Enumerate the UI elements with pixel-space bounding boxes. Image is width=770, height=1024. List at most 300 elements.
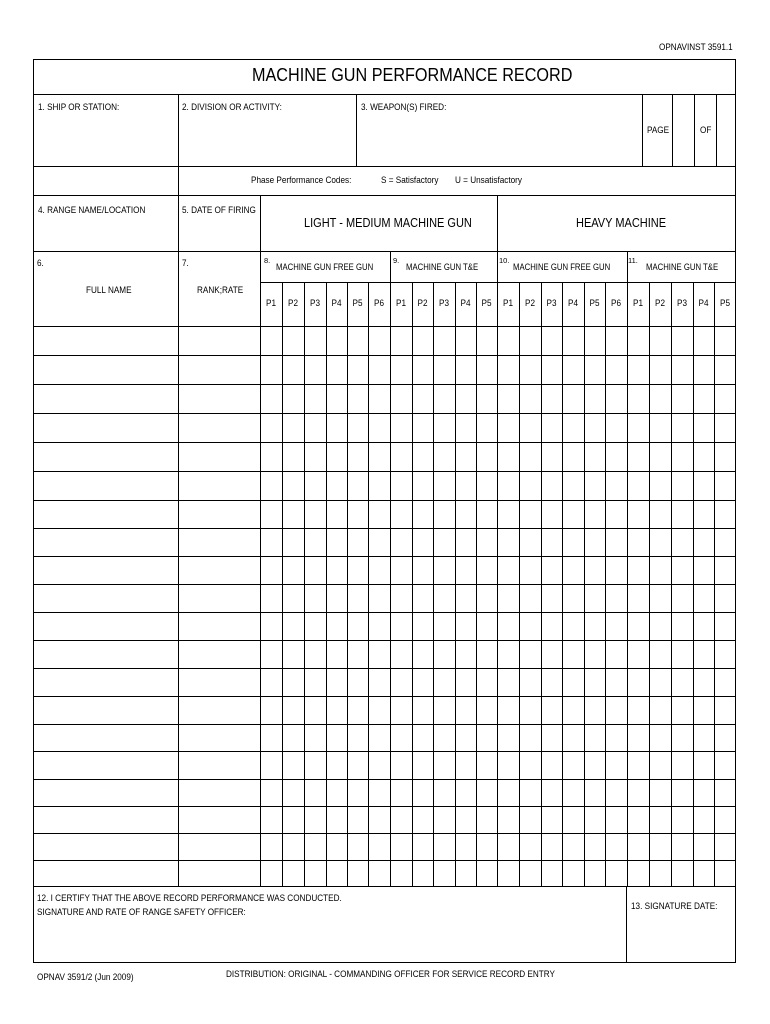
phase-result-cell[interactable] <box>369 834 390 860</box>
phase-result-cell[interactable] <box>542 725 562 751</box>
phase-result-cell[interactable] <box>628 834 649 860</box>
phase-result-cell[interactable] <box>305 501 326 528</box>
phase-result-cell[interactable] <box>261 327 282 355</box>
phase-result-cell[interactable] <box>606 697 627 724</box>
phase-result-cell[interactable] <box>628 472 649 500</box>
phase-result-cell[interactable] <box>369 641 390 668</box>
full-name-cell[interactable] <box>34 613 178 640</box>
phase-result-cell[interactable] <box>694 472 714 500</box>
phase-result-cell[interactable] <box>585 443 605 471</box>
phase-result-cell[interactable] <box>606 669 627 696</box>
phase-result-cell[interactable] <box>434 501 455 528</box>
phase-result-cell[interactable] <box>563 501 584 528</box>
phase-result-cell[interactable] <box>715 557 736 584</box>
phase-result-cell[interactable] <box>672 327 693 355</box>
phase-result-cell[interactable] <box>715 669 736 696</box>
phase-result-cell[interactable] <box>606 585 627 612</box>
phase-result-cell[interactable] <box>606 385 627 413</box>
phase-result-cell[interactable] <box>413 501 433 528</box>
phase-result-cell[interactable] <box>456 385 476 413</box>
phase-result-cell[interactable] <box>369 752 390 779</box>
phase-result-cell[interactable] <box>283 752 304 779</box>
phase-result-cell[interactable] <box>606 356 627 384</box>
phase-result-cell[interactable] <box>520 327 541 355</box>
phase-result-cell[interactable] <box>542 557 562 584</box>
phase-result-cell[interactable] <box>650 780 671 806</box>
phase-result-cell[interactable] <box>456 356 476 384</box>
phase-result-cell[interactable] <box>563 414 584 442</box>
phase-result-cell[interactable] <box>694 669 714 696</box>
phase-result-cell[interactable] <box>327 669 347 696</box>
phase-result-cell[interactable] <box>391 414 412 442</box>
rank-rate-cell[interactable] <box>179 327 260 355</box>
phase-result-cell[interactable] <box>585 414 605 442</box>
phase-result-cell[interactable] <box>520 861 541 886</box>
phase-result-cell[interactable] <box>456 557 476 584</box>
phase-result-cell[interactable] <box>672 669 693 696</box>
rank-rate-cell[interactable] <box>179 834 260 860</box>
phase-result-cell[interactable] <box>348 529 368 556</box>
phase-result-cell[interactable] <box>650 529 671 556</box>
phase-result-cell[interactable] <box>348 641 368 668</box>
phase-result-cell[interactable] <box>520 807 541 833</box>
phase-result-cell[interactable] <box>563 861 584 886</box>
phase-result-cell[interactable] <box>498 861 519 886</box>
phase-result-cell[interactable] <box>327 807 347 833</box>
phase-result-cell[interactable] <box>261 669 282 696</box>
phase-result-cell[interactable] <box>434 385 455 413</box>
phase-result-cell[interactable] <box>261 780 282 806</box>
phase-result-cell[interactable] <box>585 834 605 860</box>
phase-result-cell[interactable] <box>283 414 304 442</box>
ship-or-station-field[interactable] <box>34 95 178 166</box>
phase-result-cell[interactable] <box>434 780 455 806</box>
phase-result-cell[interactable] <box>606 807 627 833</box>
phase-result-cell[interactable] <box>563 752 584 779</box>
phase-result-cell[interactable] <box>434 752 455 779</box>
phase-result-cell[interactable] <box>520 385 541 413</box>
rank-rate-cell[interactable] <box>179 585 260 612</box>
phase-result-cell[interactable] <box>585 529 605 556</box>
phase-result-cell[interactable] <box>585 385 605 413</box>
phase-result-cell[interactable] <box>715 641 736 668</box>
phase-result-cell[interactable] <box>585 752 605 779</box>
phase-result-cell[interactable] <box>369 585 390 612</box>
phase-result-cell[interactable] <box>542 807 562 833</box>
phase-result-cell[interactable] <box>498 669 519 696</box>
phase-result-cell[interactable] <box>434 557 455 584</box>
phase-result-cell[interactable] <box>606 752 627 779</box>
phase-result-cell[interactable] <box>542 669 562 696</box>
phase-result-cell[interactable] <box>715 501 736 528</box>
phase-result-cell[interactable] <box>585 472 605 500</box>
weapons-fired-field[interactable] <box>357 95 642 166</box>
phase-result-cell[interactable] <box>520 613 541 640</box>
phase-result-cell[interactable] <box>498 414 519 442</box>
phase-result-cell[interactable] <box>348 385 368 413</box>
phase-result-cell[interactable] <box>261 472 282 500</box>
phase-result-cell[interactable] <box>261 501 282 528</box>
phase-result-cell[interactable] <box>434 327 455 355</box>
phase-result-cell[interactable] <box>477 557 497 584</box>
phase-result-cell[interactable] <box>283 385 304 413</box>
phase-result-cell[interactable] <box>477 385 497 413</box>
phase-result-cell[interactable] <box>715 385 736 413</box>
phase-result-cell[interactable] <box>327 443 347 471</box>
full-name-cell[interactable] <box>34 697 178 724</box>
phase-result-cell[interactable] <box>628 443 649 471</box>
phase-result-cell[interactable] <box>456 752 476 779</box>
phase-result-cell[interactable] <box>369 443 390 471</box>
phase-result-cell[interactable] <box>413 557 433 584</box>
phase-result-cell[interactable] <box>542 641 562 668</box>
phase-result-cell[interactable] <box>305 585 326 612</box>
phase-result-cell[interactable] <box>327 501 347 528</box>
phase-result-cell[interactable] <box>585 613 605 640</box>
phase-result-cell[interactable] <box>563 780 584 806</box>
phase-result-cell[interactable] <box>369 669 390 696</box>
phase-result-cell[interactable] <box>413 807 433 833</box>
phase-result-cell[interactable] <box>715 752 736 779</box>
phase-result-cell[interactable] <box>498 834 519 860</box>
phase-result-cell[interactable] <box>477 697 497 724</box>
phase-result-cell[interactable] <box>585 501 605 528</box>
phase-result-cell[interactable] <box>456 697 476 724</box>
phase-result-cell[interactable] <box>694 443 714 471</box>
date-of-firing-field[interactable] <box>179 196 260 251</box>
phase-result-cell[interactable] <box>477 414 497 442</box>
phase-result-cell[interactable] <box>477 641 497 668</box>
phase-result-cell[interactable] <box>715 356 736 384</box>
phase-result-cell[interactable] <box>456 414 476 442</box>
phase-result-cell[interactable] <box>672 529 693 556</box>
phase-result-cell[interactable] <box>628 327 649 355</box>
phase-result-cell[interactable] <box>520 697 541 724</box>
phase-result-cell[interactable] <box>348 834 368 860</box>
phase-result-cell[interactable] <box>694 780 714 806</box>
phase-result-cell[interactable] <box>434 443 455 471</box>
phase-result-cell[interactable] <box>369 780 390 806</box>
phase-result-cell[interactable] <box>585 697 605 724</box>
phase-result-cell[interactable] <box>563 669 584 696</box>
phase-result-cell[interactable] <box>283 861 304 886</box>
phase-result-cell[interactable] <box>391 669 412 696</box>
phase-result-cell[interactable] <box>694 641 714 668</box>
phase-result-cell[interactable] <box>628 501 649 528</box>
phase-result-cell[interactable] <box>542 613 562 640</box>
phase-result-cell[interactable] <box>520 443 541 471</box>
phase-result-cell[interactable] <box>456 613 476 640</box>
phase-result-cell[interactable] <box>628 385 649 413</box>
full-name-cell[interactable] <box>34 529 178 556</box>
phase-result-cell[interactable] <box>283 697 304 724</box>
phase-result-cell[interactable] <box>628 356 649 384</box>
full-name-cell[interactable] <box>34 585 178 612</box>
phase-result-cell[interactable] <box>606 557 627 584</box>
phase-result-cell[interactable] <box>348 414 368 442</box>
rank-rate-cell[interactable] <box>179 807 260 833</box>
phase-result-cell[interactable] <box>563 472 584 500</box>
phase-result-cell[interactable] <box>585 807 605 833</box>
phase-result-cell[interactable] <box>650 861 671 886</box>
full-name-cell[interactable] <box>34 327 178 355</box>
phase-result-cell[interactable] <box>434 861 455 886</box>
phase-result-cell[interactable] <box>672 443 693 471</box>
phase-result-cell[interactable] <box>261 385 282 413</box>
phase-result-cell[interactable] <box>348 501 368 528</box>
phase-result-cell[interactable] <box>327 356 347 384</box>
phase-result-cell[interactable] <box>456 780 476 806</box>
phase-result-cell[interactable] <box>650 613 671 640</box>
phase-result-cell[interactable] <box>606 780 627 806</box>
phase-result-cell[interactable] <box>628 557 649 584</box>
phase-result-cell[interactable] <box>327 529 347 556</box>
phase-result-cell[interactable] <box>715 613 736 640</box>
phase-result-cell[interactable] <box>542 443 562 471</box>
phase-result-cell[interactable] <box>650 669 671 696</box>
phase-result-cell[interactable] <box>477 834 497 860</box>
phase-result-cell[interactable] <box>369 327 390 355</box>
phase-result-cell[interactable] <box>520 641 541 668</box>
phase-result-cell[interactable] <box>434 697 455 724</box>
phase-result-cell[interactable] <box>498 557 519 584</box>
phase-result-cell[interactable] <box>391 501 412 528</box>
phase-result-cell[interactable] <box>434 834 455 860</box>
phase-result-cell[interactable] <box>283 557 304 584</box>
phase-result-cell[interactable] <box>606 834 627 860</box>
phase-result-cell[interactable] <box>542 834 562 860</box>
phase-result-cell[interactable] <box>542 472 562 500</box>
phase-result-cell[interactable] <box>261 725 282 751</box>
phase-result-cell[interactable] <box>520 472 541 500</box>
phase-result-cell[interactable] <box>327 834 347 860</box>
phase-result-cell[interactable] <box>650 697 671 724</box>
phase-result-cell[interactable] <box>585 641 605 668</box>
rank-rate-cell[interactable] <box>179 443 260 471</box>
phase-result-cell[interactable] <box>305 557 326 584</box>
phase-result-cell[interactable] <box>283 780 304 806</box>
phase-result-cell[interactable] <box>650 443 671 471</box>
phase-result-cell[interactable] <box>413 472 433 500</box>
phase-result-cell[interactable] <box>369 356 390 384</box>
phase-result-cell[interactable] <box>650 834 671 860</box>
signature-date-field[interactable] <box>627 887 736 963</box>
phase-result-cell[interactable] <box>498 641 519 668</box>
phase-result-cell[interactable] <box>413 613 433 640</box>
full-name-cell[interactable] <box>34 725 178 751</box>
phase-result-cell[interactable] <box>694 529 714 556</box>
phase-result-cell[interactable] <box>369 414 390 442</box>
full-name-cell[interactable] <box>34 385 178 413</box>
phase-result-cell[interactable] <box>520 752 541 779</box>
phase-result-cell[interactable] <box>542 501 562 528</box>
phase-result-cell[interactable] <box>413 697 433 724</box>
phase-result-cell[interactable] <box>369 697 390 724</box>
phase-result-cell[interactable] <box>628 414 649 442</box>
phase-result-cell[interactable] <box>628 641 649 668</box>
phase-result-cell[interactable] <box>715 414 736 442</box>
phase-result-cell[interactable] <box>477 613 497 640</box>
phase-result-cell[interactable] <box>650 585 671 612</box>
phase-result-cell[interactable] <box>327 585 347 612</box>
phase-result-cell[interactable] <box>520 356 541 384</box>
full-name-cell[interactable] <box>34 780 178 806</box>
phase-result-cell[interactable] <box>456 585 476 612</box>
phase-result-cell[interactable] <box>283 327 304 355</box>
phase-result-cell[interactable] <box>498 807 519 833</box>
phase-result-cell[interactable] <box>327 641 347 668</box>
full-name-cell[interactable] <box>34 501 178 528</box>
phase-result-cell[interactable] <box>520 557 541 584</box>
phase-result-cell[interactable] <box>650 725 671 751</box>
phase-result-cell[interactable] <box>369 613 390 640</box>
phase-result-cell[interactable] <box>498 327 519 355</box>
phase-result-cell[interactable] <box>477 669 497 696</box>
phase-result-cell[interactable] <box>369 861 390 886</box>
phase-result-cell[interactable] <box>542 697 562 724</box>
phase-result-cell[interactable] <box>391 327 412 355</box>
phase-result-cell[interactable] <box>283 356 304 384</box>
phase-result-cell[interactable] <box>391 585 412 612</box>
phase-result-cell[interactable] <box>261 356 282 384</box>
full-name-cell[interactable] <box>34 861 178 886</box>
rank-rate-cell[interactable] <box>179 861 260 886</box>
phase-result-cell[interactable] <box>563 697 584 724</box>
phase-result-cell[interactable] <box>563 807 584 833</box>
phase-result-cell[interactable] <box>498 443 519 471</box>
phase-result-cell[interactable] <box>694 327 714 355</box>
page-number-field[interactable] <box>673 95 694 166</box>
rank-rate-cell[interactable] <box>179 501 260 528</box>
phase-result-cell[interactable] <box>327 385 347 413</box>
phase-result-cell[interactable] <box>650 327 671 355</box>
phase-result-cell[interactable] <box>327 752 347 779</box>
signature-field[interactable] <box>34 920 626 962</box>
phase-result-cell[interactable] <box>606 501 627 528</box>
phase-result-cell[interactable] <box>520 501 541 528</box>
phase-result-cell[interactable] <box>434 414 455 442</box>
full-name-cell[interactable] <box>34 443 178 471</box>
phase-result-cell[interactable] <box>456 327 476 355</box>
phase-result-cell[interactable] <box>456 834 476 860</box>
phase-result-cell[interactable] <box>348 557 368 584</box>
phase-result-cell[interactable] <box>715 807 736 833</box>
full-name-cell[interactable] <box>34 669 178 696</box>
phase-result-cell[interactable] <box>391 529 412 556</box>
phase-result-cell[interactable] <box>498 385 519 413</box>
phase-result-cell[interactable] <box>520 529 541 556</box>
phase-result-cell[interactable] <box>413 585 433 612</box>
phase-result-cell[interactable] <box>369 529 390 556</box>
phase-result-cell[interactable] <box>456 529 476 556</box>
phase-result-cell[interactable] <box>585 780 605 806</box>
phase-result-cell[interactable] <box>672 472 693 500</box>
phase-result-cell[interactable] <box>563 613 584 640</box>
phase-result-cell[interactable] <box>628 529 649 556</box>
full-name-cell[interactable] <box>34 834 178 860</box>
phase-result-cell[interactable] <box>520 669 541 696</box>
phase-result-cell[interactable] <box>477 327 497 355</box>
rank-rate-cell[interactable] <box>179 385 260 413</box>
phase-result-cell[interactable] <box>498 585 519 612</box>
phase-result-cell[interactable] <box>261 443 282 471</box>
phase-result-cell[interactable] <box>305 414 326 442</box>
phase-result-cell[interactable] <box>715 529 736 556</box>
phase-result-cell[interactable] <box>498 780 519 806</box>
phase-result-cell[interactable] <box>477 472 497 500</box>
phase-result-cell[interactable] <box>715 834 736 860</box>
phase-result-cell[interactable] <box>477 443 497 471</box>
phase-result-cell[interactable] <box>563 834 584 860</box>
phase-result-cell[interactable] <box>348 752 368 779</box>
phase-result-cell[interactable] <box>672 385 693 413</box>
phase-result-cell[interactable] <box>327 613 347 640</box>
phase-result-cell[interactable] <box>456 725 476 751</box>
phase-result-cell[interactable] <box>672 613 693 640</box>
phase-result-cell[interactable] <box>672 585 693 612</box>
phase-result-cell[interactable] <box>391 356 412 384</box>
phase-result-cell[interactable] <box>283 472 304 500</box>
phase-result-cell[interactable] <box>498 472 519 500</box>
rank-rate-cell[interactable] <box>179 697 260 724</box>
phase-result-cell[interactable] <box>672 356 693 384</box>
phase-result-cell[interactable] <box>327 861 347 886</box>
phase-result-cell[interactable] <box>650 807 671 833</box>
division-or-activity-field[interactable] <box>179 95 356 166</box>
phase-result-cell[interactable] <box>305 443 326 471</box>
phase-result-cell[interactable] <box>563 443 584 471</box>
phase-result-cell[interactable] <box>305 472 326 500</box>
phase-result-cell[interactable] <box>672 414 693 442</box>
phase-result-cell[interactable] <box>348 613 368 640</box>
phase-result-cell[interactable] <box>606 472 627 500</box>
phase-result-cell[interactable] <box>327 725 347 751</box>
phase-result-cell[interactable] <box>391 472 412 500</box>
phase-result-cell[interactable] <box>391 613 412 640</box>
phase-result-cell[interactable] <box>261 613 282 640</box>
phase-result-cell[interactable] <box>715 443 736 471</box>
phase-result-cell[interactable] <box>305 780 326 806</box>
phase-result-cell[interactable] <box>477 356 497 384</box>
phase-result-cell[interactable] <box>542 780 562 806</box>
phase-result-cell[interactable] <box>563 725 584 751</box>
phase-result-cell[interactable] <box>628 861 649 886</box>
phase-result-cell[interactable] <box>477 752 497 779</box>
phase-result-cell[interactable] <box>715 585 736 612</box>
phase-result-cell[interactable] <box>672 697 693 724</box>
phase-result-cell[interactable] <box>715 780 736 806</box>
phase-result-cell[interactable] <box>542 861 562 886</box>
phase-result-cell[interactable] <box>563 585 584 612</box>
phase-result-cell[interactable] <box>283 807 304 833</box>
phase-result-cell[interactable] <box>477 780 497 806</box>
full-name-cell[interactable] <box>34 641 178 668</box>
page-total-field[interactable] <box>717 95 736 166</box>
phase-result-cell[interactable] <box>348 807 368 833</box>
phase-result-cell[interactable] <box>715 725 736 751</box>
phase-result-cell[interactable] <box>672 834 693 860</box>
phase-result-cell[interactable] <box>650 385 671 413</box>
phase-result-cell[interactable] <box>694 613 714 640</box>
phase-result-cell[interactable] <box>694 861 714 886</box>
phase-result-cell[interactable] <box>434 641 455 668</box>
phase-result-cell[interactable] <box>628 697 649 724</box>
phase-result-cell[interactable] <box>672 501 693 528</box>
phase-result-cell[interactable] <box>650 472 671 500</box>
phase-result-cell[interactable] <box>542 385 562 413</box>
rank-rate-cell[interactable] <box>179 613 260 640</box>
phase-result-cell[interactable] <box>261 414 282 442</box>
